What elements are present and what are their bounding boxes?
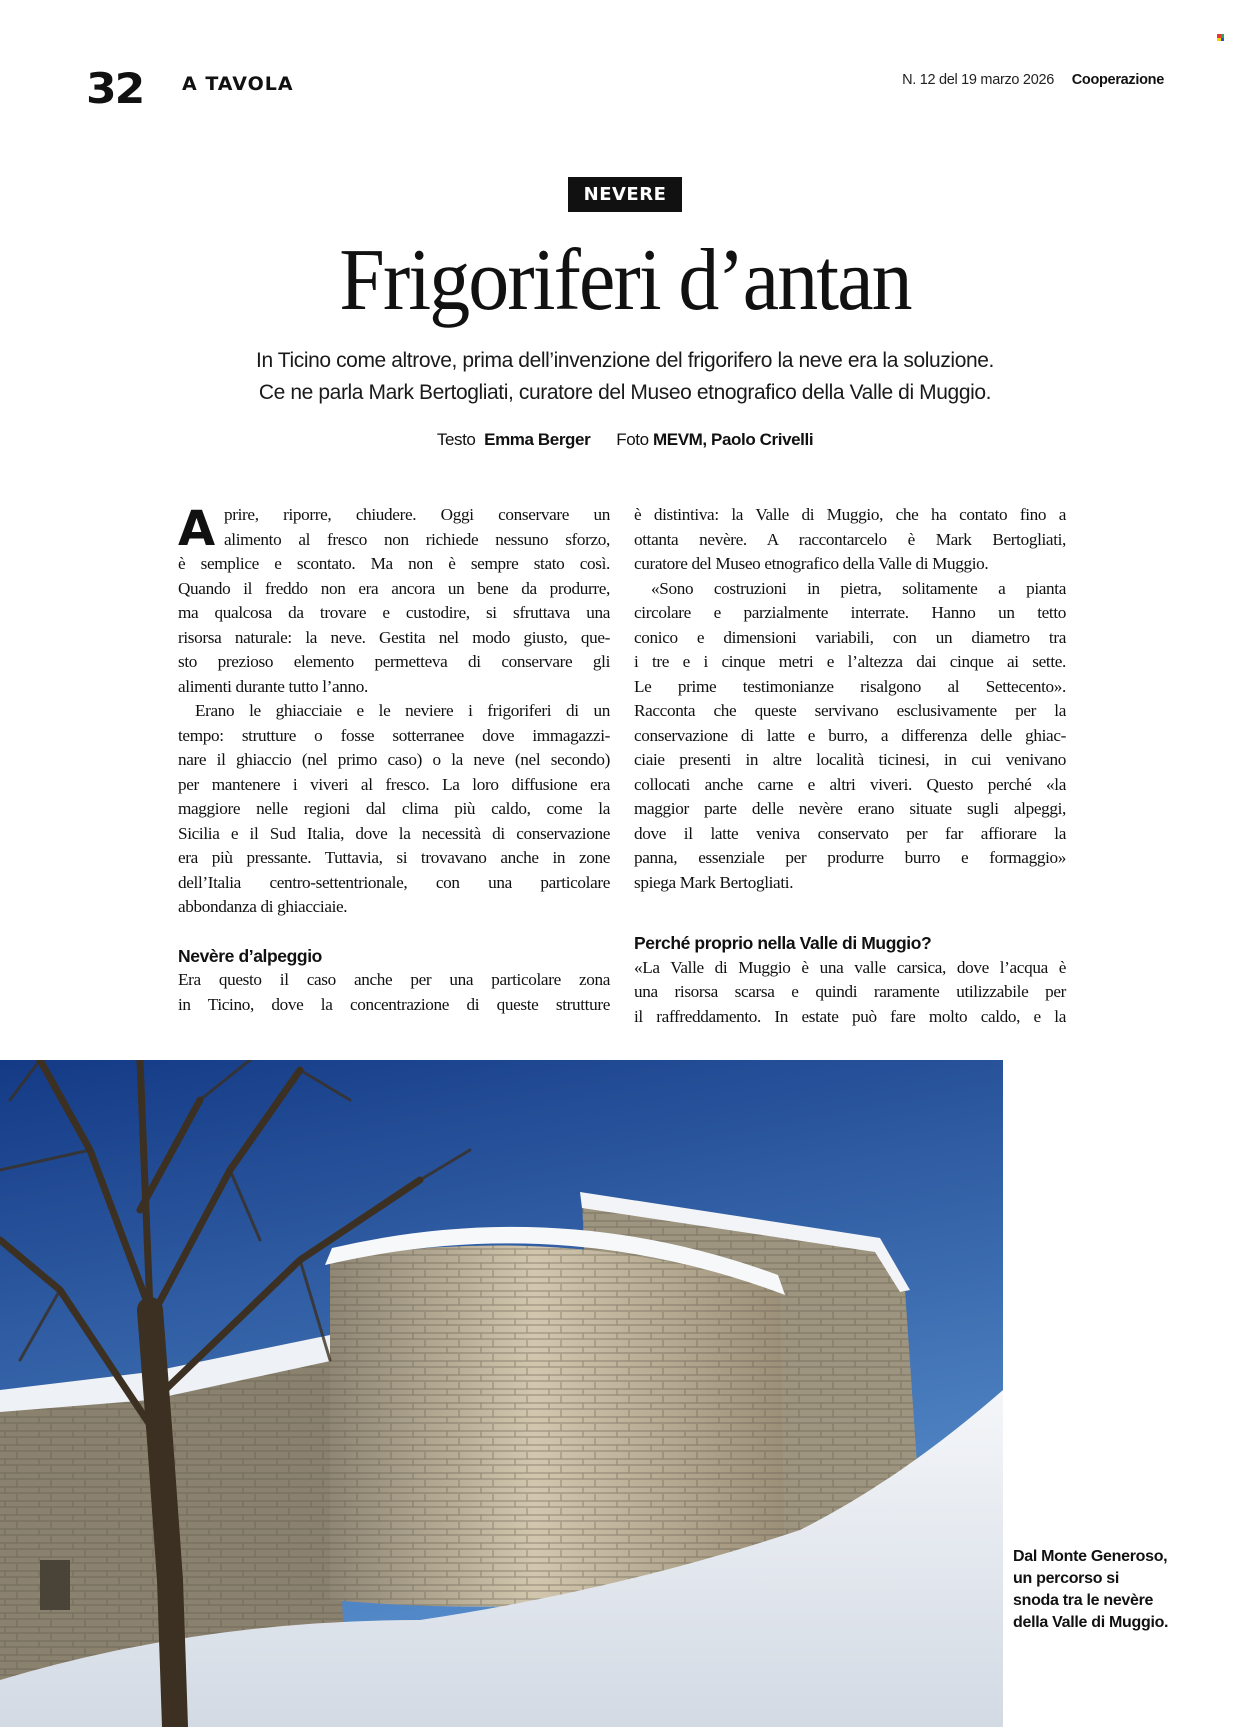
text-line: una risorsa scarsa e quindi raramente utilizzabile per <box>634 982 1066 1001</box>
text-line: alimento al fresco non richiede nessuno sforzo, <box>224 529 610 549</box>
body-column-right <box>634 503 1066 1029</box>
caption-line: un percorso si <box>1013 1570 1120 1587</box>
text-line: maggior parte delle nevère erano situate sugli alpeggi, <box>634 799 1066 818</box>
paragraph <box>634 956 1066 1030</box>
photo-caption <box>1013 1546 1168 1634</box>
text-line: conico e dimensioni variabili, con un diametro tra <box>634 627 1066 647</box>
byline-photographers: MEVM, Paolo Crivelli <box>653 430 814 449</box>
drop-cap: A <box>178 501 215 557</box>
text-line: nare il ghiaccio (nel primo caso) o la neve (nel secondo) <box>178 750 610 769</box>
text-line: «La Valle di Muggio è una valle carsica, dove l’acqua è <box>634 957 1066 977</box>
subtitle-line: Ce ne parla Mark Bertogliati, curatore del Museo etnografico della Valle di Muggio. <box>258 381 992 404</box>
page-number: 32 <box>86 64 144 113</box>
paragraph <box>634 577 1066 896</box>
text-line: è semplice e scontato. Ma non è sempre stato così. <box>178 554 610 573</box>
text-line: alimenti durante tutto l’anno. <box>178 676 368 696</box>
paragraph <box>178 968 610 1017</box>
text-line: panna, essenziale per produrre burro e formaggio» <box>634 848 1066 867</box>
text-line: tempo: strutture o fosse sotterranee dove immagazzi- <box>178 725 610 745</box>
paragraph <box>634 503 1066 577</box>
text-line: Racconta che queste servivano esclusivamente per la <box>634 701 1066 720</box>
text-line: risorsa naturale: la neve. Gestita nel modo giusto, que- <box>178 627 610 647</box>
section-label: A TAVOLA <box>182 73 294 95</box>
caption-line: snoda tra le nevère <box>1013 1592 1154 1609</box>
caption-line: della Valle di Muggio. <box>1013 1614 1169 1631</box>
text-line: «Sono costruzioni in pietra, solitamente a pianta <box>651 578 1066 598</box>
byline-text-label: Testo <box>436 430 476 449</box>
subheading: Nevère d’alpeggio <box>178 945 322 966</box>
text-line: conservazione di latte e burro, a differenza delle ghiac- <box>634 725 1066 745</box>
paragraph <box>178 699 610 920</box>
photo-nevera-snow <box>0 1060 1003 1727</box>
publication-name: Cooperazione <box>1071 72 1164 88</box>
text-line: maggiore nelle regioni dal clima più caldo, come la <box>178 799 610 818</box>
subheading: Perché proprio nella Valle di Muggio? <box>634 933 932 953</box>
issue-date: N. 12 del 19 marzo 2026 <box>902 72 1054 88</box>
text-line: ma qualcosa da trovare e custodire, si sfruttava una <box>178 603 610 622</box>
text-line: per mantenere i viveri al fresco. La loro diffusione era <box>178 774 610 794</box>
text-line: Le prime testimonianze risalgono al Settecento». <box>634 676 1066 696</box>
kicker-badge: NEVERE <box>568 177 682 212</box>
text-line: dell’Italia centro-settentrionale, con una particolare <box>178 872 610 892</box>
text-line: circolare e parzialmente interrate. Hanno un tetto <box>634 603 1066 622</box>
caption-line: Dal Monte Generoso, <box>1013 1548 1168 1565</box>
text-line: ciaie presenti in altre località ticinesi, in cui venivano <box>634 750 1066 769</box>
text-line: Sicilia e il Sud Italia, dove la necessità di conservazione <box>178 823 610 843</box>
article-title: Frigoriferi d’antan <box>339 232 911 329</box>
text-line: i tre e i cinque metri e l’altezza dai cinque ai sette. <box>634 652 1066 671</box>
text-line: collocati anche carne e altri viveri. Questo perché «la <box>634 774 1066 794</box>
text-line: è distintiva: la Valle di Muggio, che ha contato fino a <box>634 505 1066 524</box>
paragraph <box>178 503 610 699</box>
text-line: era più pressante. Tuttavia, si trovavano anche in zone <box>178 848 610 867</box>
text-line: Era questo il caso anche per una particolare zona <box>178 970 610 989</box>
text-line: dove il latte veniva conservato per far affiorare la <box>634 823 1066 843</box>
print-color-mark <box>1217 34 1224 41</box>
text-line: curatore del Museo etnografico della Valle di Muggio. <box>634 554 989 573</box>
byline-photo-label: Foto <box>616 430 649 449</box>
text-line: abbondanza di ghiacciaie. <box>178 897 348 916</box>
subtitle-line: In Ticino come altrove, prima dell’invenzione del frigorifero la neve era la soluzione. <box>256 349 994 372</box>
text-line: il raffreddamento. In estate può fare molto caldo, e la <box>634 1006 1066 1026</box>
byline <box>0 430 1250 450</box>
text-line: Erano le ghiacciaie e le neviere i frigoriferi di un <box>195 701 610 720</box>
text-line: ottanta nevère. A raccontarcelo è Mark Bertogliati, <box>634 529 1066 549</box>
text-line: in Ticino, dove la concentrazione di queste strutture <box>178 994 610 1014</box>
text-line: Quando il freddo non era ancora un bene da produrre, <box>178 578 610 598</box>
text-line: prire, riporre, chiudere. Oggi conservare un <box>224 505 610 524</box>
byline-author: Emma Berger <box>484 430 591 449</box>
body-column-left <box>178 503 610 1017</box>
text-line: spiega Mark Bertogliati. <box>634 872 794 892</box>
text-line: sto prezioso elemento permetteva di conservare gli <box>178 652 610 671</box>
